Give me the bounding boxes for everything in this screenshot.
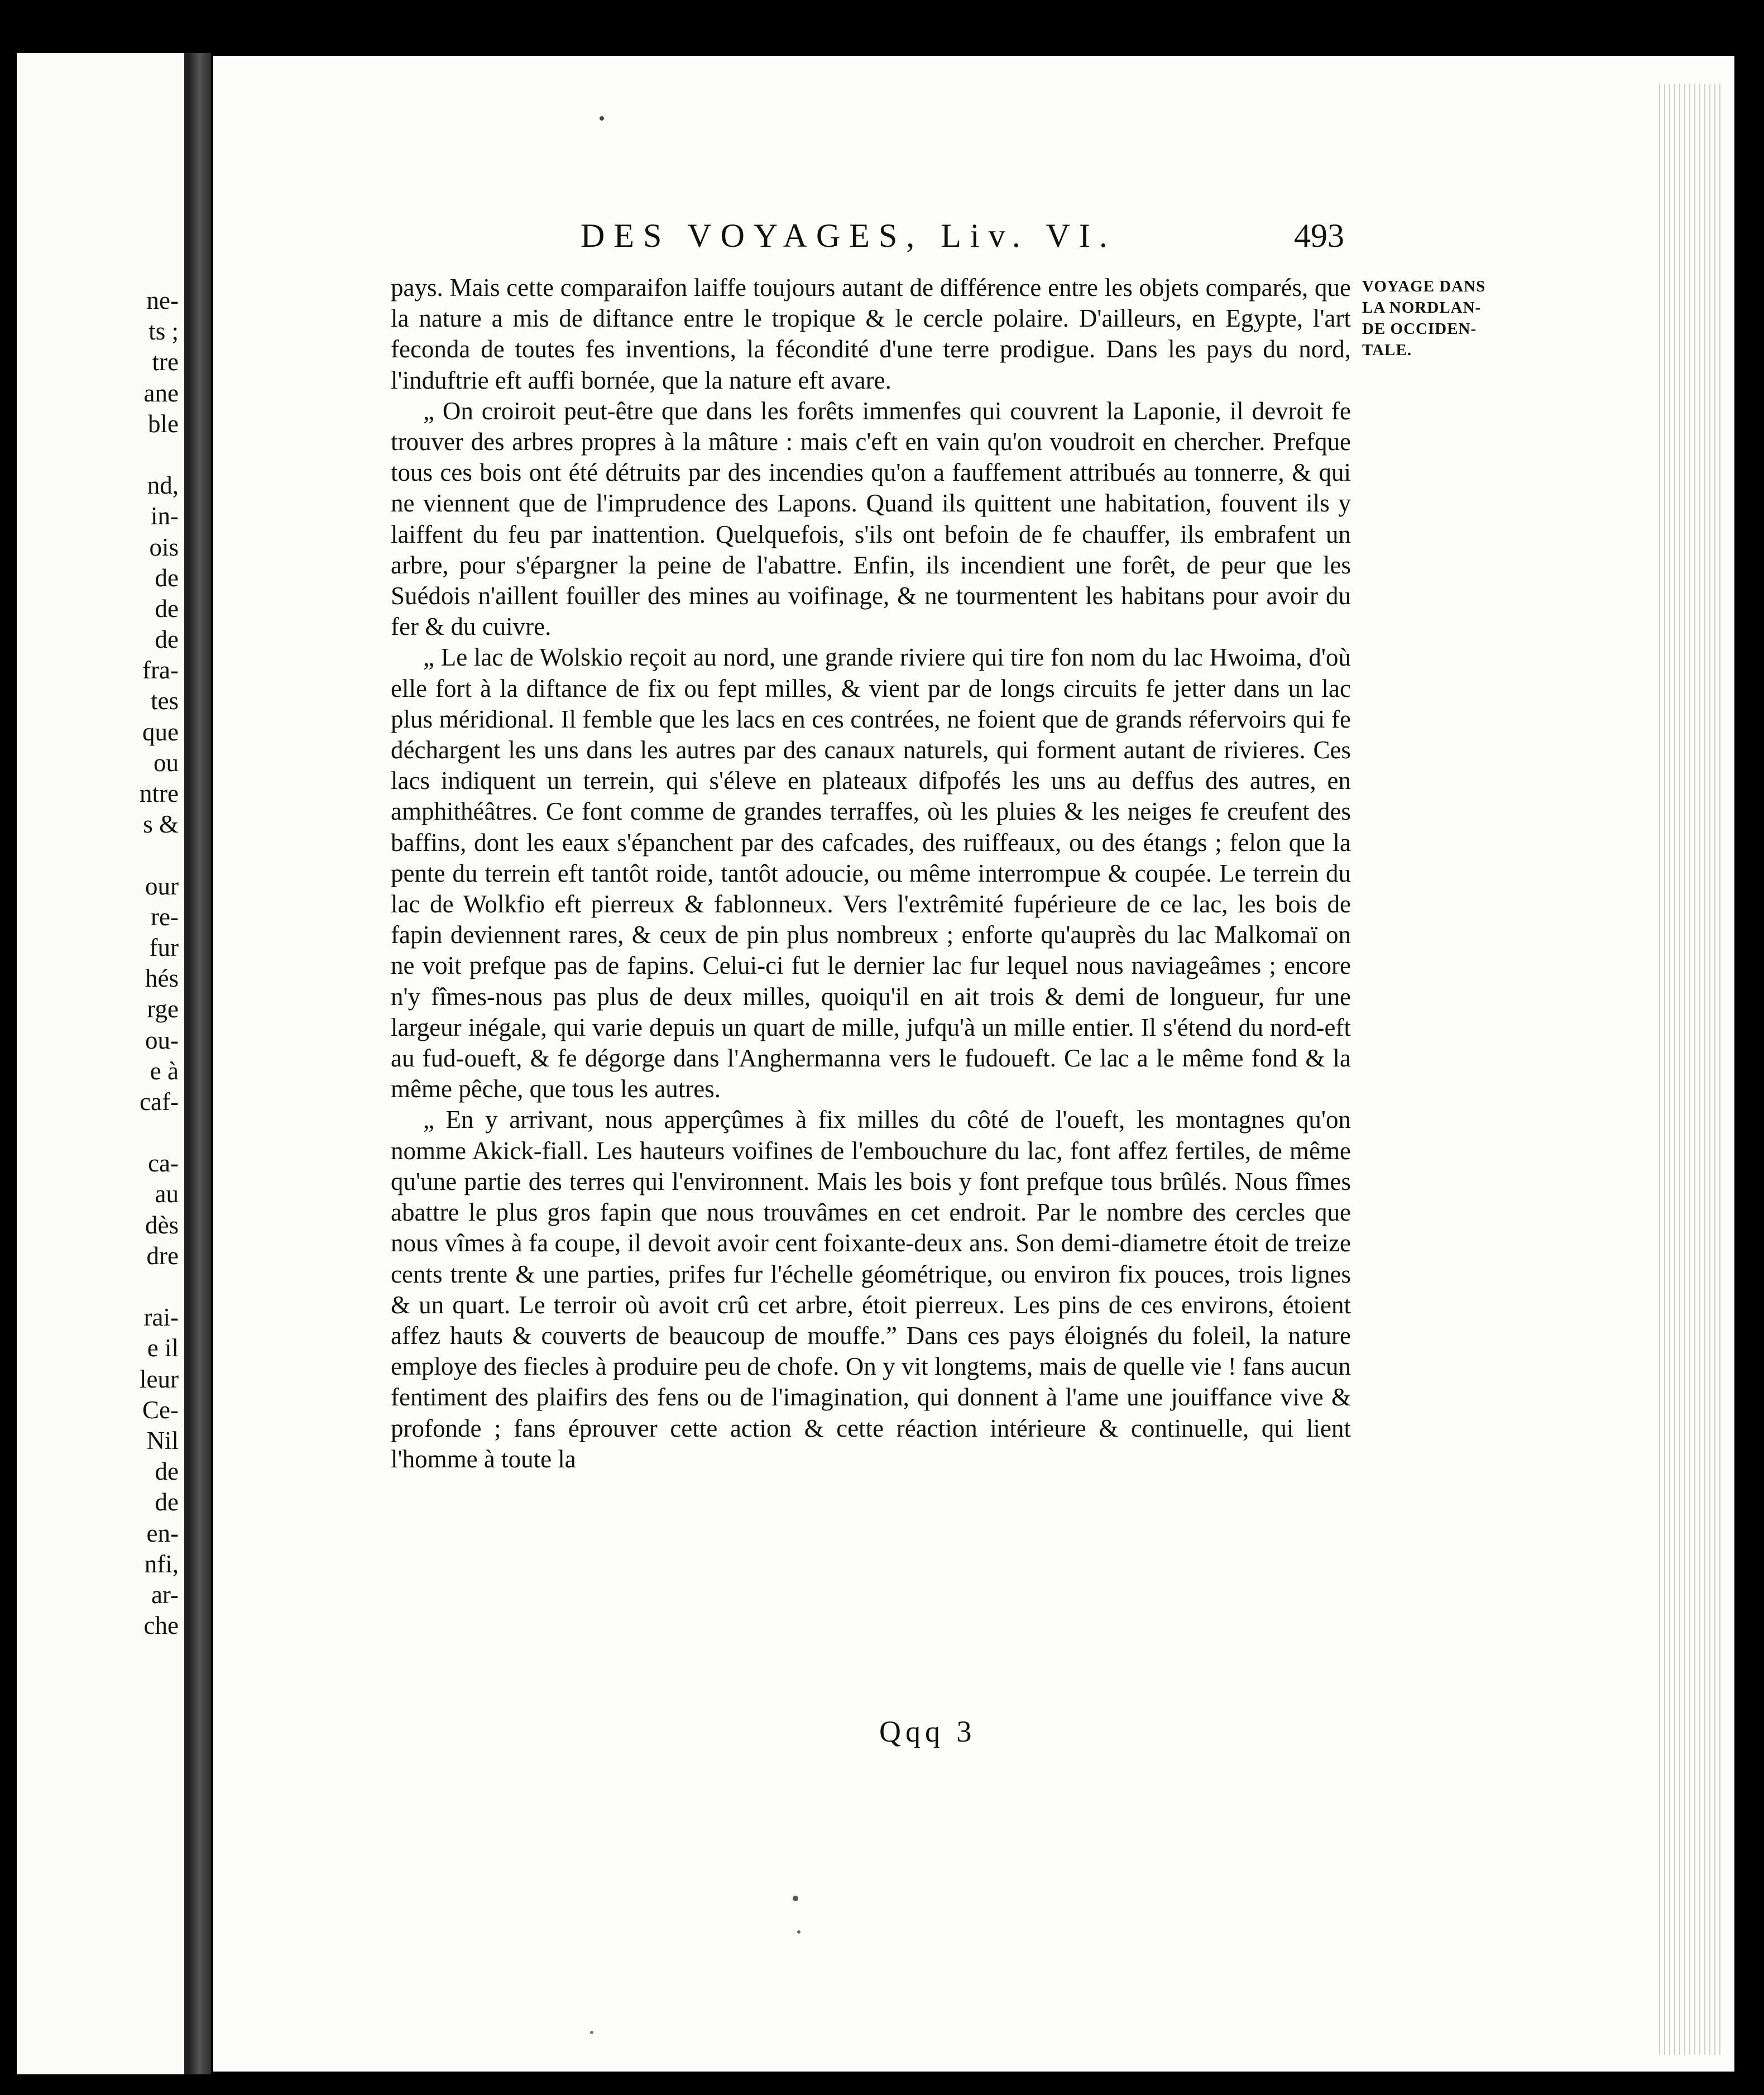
marginal-note-line: LA NORDLAN- — [1362, 299, 1482, 317]
left-fragment-line — [17, 1271, 179, 1302]
left-fragment-line: de — [155, 1488, 179, 1517]
left-fragment-line — [17, 439, 179, 470]
left-fragment-line: en- — [146, 1519, 179, 1547]
left-fragment-line: in- — [151, 502, 179, 530]
page-edge — [1655, 84, 1722, 2055]
paragraph: „ En y arrivant, nous apperçûmes à fix milles du côté de l'oueft, les montagnes qu'on nomme Akick-fiall. Les hauteurs voifines de l'embouchure du lac, font affez fertiles, de même qu'une partie des terres qui l'environnent. Mais les bois y font prefque tous brûlés. Nous fîmes abattre le plus gros fapin que nous trouvâmes en cet endroit. Par le nombre des cercles que nous vîmes à fa coupe, il devoit avoir cent foixante-deux ans. Son demi-diametre étoit de treize cents trente & une parties, prifes fur l'échelle géométrique, ou environ fix pouces, trois lignes & un quart. Le terroir où avoit crû cet arbre, étoit pierreux. Les pins de ces environs, étoient affez hauts & couverts de beaucoup de mouffe.” Dans ces pays éloignés du foleil, la nature employe des fiecles à produire peu de chofe. On y vit longtems, mais de quelle vie ! fans aucun fentiment des plaifirs des fens ou de l'imagination, qui donnent à l'ame une jouiffance vive & profonde ; fans éprouver cette action & cette réaction intérieure & continuelle, qui lient l'homme à toute la — [391, 1106, 1351, 1473]
left-page-text-fragments — [17, 285, 179, 1641]
body-text — [391, 272, 1351, 1475]
left-fragment-line: de — [155, 594, 179, 623]
marginal-note-line: TALE. — [1362, 341, 1412, 359]
left-fragment-line: de — [155, 625, 179, 654]
signature-mark: Qqq 3 — [879, 1715, 976, 1748]
paragraph: pays. Mais cette comparaifon laiffe toujours autant de différence entre les objets comparés, que la nature a mis de diftance entre le tropique & le cercle polaire. D'ailleurs, en Egypte, l'art feconda de toutes fes inventions, la fécondité d'une terre prodigue. Dans les pays du nord, l'induftrie eft auffi bornée, que la nature eft avare. — [391, 274, 1351, 394]
paragraph: „ On croiroit peut-être que dans les forêts immenfes qui couvrent la Laponie, il devroit fe trouver des arbres propres à la mâture : mais c'eft en vain qu'on voudroit en chercher. Prefque tous ces bois ont été détruits par des incendies qu'on a fauffement attribués au tonnerre, & qui ne viennent que de l'imprudence des Lapons. Quand ils quittent une habitation, fouvent ils y laiffent du feu par inattention. Quelquefois, s'ils ont befoin de fe chauffer, ils embrafent un arbre, pour s'épargner la peine de l'abattre. Enfin, ils incendient une forêt, de peur que les Suédois n'aillent fouiller des mines au voifinage, & ne tourmentent les habitans pour avoir du fer & du cuivre. — [391, 396, 1351, 641]
left-fragment-line: dès — [145, 1211, 179, 1239]
left-fragment-line: caf- — [140, 1087, 179, 1116]
page-number: 493 — [1294, 217, 1344, 254]
left-fragment-line: re- — [151, 902, 179, 931]
running-title: DES VOYAGES, Liv. VI. — [581, 217, 1116, 254]
left-fragment-line — [17, 840, 179, 870]
left-fragment-line: Nil — [146, 1426, 179, 1455]
left-fragment-line — [17, 1117, 179, 1148]
book-spine — [188, 53, 211, 2074]
left-fragment-line: ne- — [146, 286, 179, 314]
left-fragment-line: rai- — [143, 1303, 179, 1332]
left-fragment-line: leur — [140, 1365, 179, 1393]
left-fragment-line: nfi, — [144, 1549, 179, 1578]
left-fragment-line: nd, — [147, 471, 179, 500]
left-fragment-line: ou — [154, 748, 179, 777]
left-fragment-line: tes — [151, 687, 179, 715]
left-fragment-line: fur — [149, 933, 179, 962]
left-fragment-line: dre — [146, 1241, 179, 1270]
left-fragment-line: au — [155, 1180, 179, 1208]
left-fragment-line: fra- — [142, 656, 179, 685]
left-fragment-line: rge — [147, 995, 179, 1023]
left-fragment-line: Ce- — [142, 1395, 179, 1424]
left-fragment-line: de — [155, 1457, 179, 1486]
left-fragment-line: de — [155, 563, 179, 592]
left-fragment-line: ble — [148, 409, 179, 438]
left-fragment-line: our — [145, 872, 179, 900]
left-fragment-line: ts ; — [148, 317, 179, 346]
marginal-note-line: VOYAGE DANS — [1362, 278, 1486, 295]
left-fragment-line: hés — [145, 964, 179, 993]
left-fragment-line: tre — [152, 348, 179, 376]
left-fragment-line: che — [143, 1611, 179, 1640]
left-fragment-line: ois — [149, 533, 179, 561]
left-fragment-line: ou- — [145, 1026, 179, 1054]
left-fragment-line: ane — [143, 379, 179, 407]
left-fragment-line: e il — [147, 1334, 179, 1362]
marginal-note — [1362, 276, 1486, 361]
paragraph: „ Le lac de Wolskio reçoit au nord, une grande riviere qui tire fon nom du lac Hwoima, d'où elle fort à la diftance de fix ou fept milles, & vient par de longs circuits fe jetter dans un lac plus méridional. Il femble que les lacs en ces contrées, ne foient que de grands réfervoirs qui fe déchargent les uns dans les autres par des canaux naturels, qui forment autant de rivieres. Ces lacs indiquent un terrein, qui s'éleve en plateaux difpofés les uns au deffus des autres, en amphithéâtres. Ce font comme de grandes terraffes, où les pluies & les neiges fe creufent des baffins, dont les eaux s'épanchent par des cafcades, des ruiffeaux, ou des étangs ; felon que la pente du terrein eft tantôt roide, tantôt adoucie, ou même interrompue & coupée. Le terrein du lac de Wolkfio eft pierreux & fablonneux. Vers l'extrêmité fupérieure de ce lac, les bois de fapin deviennent rares, & ceux de pin plus nombreux ; enforte qu'auprès du lac Malkomaï on ne voit prefque pas de fapins. Celui-ci fut le dernier lac fur lequel nous naviageâmes ; encore n'y fîmes-nous pas plus de deux milles, quoiqu'il en ait trois & demi de longueur, fur une largeur inégale, qui varie depuis un quart de mille, jufqu'à un mille entier. Il s'étend du nord-eft au fud-oueft, & fe dégorge dans l'Anghermanna vers le fudoueft. Ce lac a le même fond & la même pêche, que tous les autres. — [391, 643, 1351, 1103]
marginal-note-line: DE OCCIDEN- — [1362, 320, 1477, 338]
left-fragment-line: que — [142, 718, 179, 746]
left-fragment-line: s & — [143, 810, 179, 839]
left-page — [17, 53, 188, 2074]
left-fragment-line: e à — [150, 1056, 179, 1085]
left-fragment-line: ntre — [140, 779, 179, 807]
left-fragment-line: ar- — [151, 1580, 179, 1609]
left-fragment-line: ca- — [148, 1149, 179, 1178]
